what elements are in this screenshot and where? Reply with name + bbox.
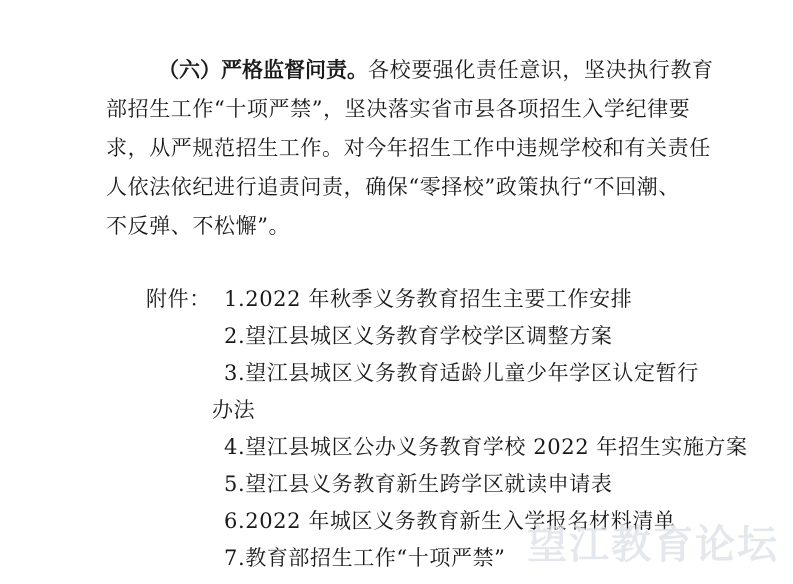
attachment-item-5: 5.望江县义务教育新生跨学区就读申请表: [224, 472, 613, 496]
attachment-item-4: 4.望江县城区公办义务教育学校 2022 年招生实施方案: [224, 435, 748, 459]
section-line-3: 求，从严规范招生工作。对今年招生工作中违规学校和有关责任: [106, 136, 711, 160]
section-heading: （六）严格监督问责。: [158, 58, 368, 82]
attachment-item-3-continuation: 办法: [212, 398, 256, 422]
attachment-item-7: 7.教育部招生工作“十项严禁”: [224, 546, 506, 570]
forum-watermark: 望江教育论坛: [527, 522, 779, 568]
section-line-4: 人依法依纪进行追责问责，确保“零择校”政策执行“不回潮、: [106, 175, 681, 199]
section-line-5: 不反弹、不松懈”。: [106, 214, 291, 238]
attachment-item-6: 6.2022 年城区义务教育新生入学报名材料清单: [224, 509, 676, 533]
section-line-2: 部招生工作“十项严禁”，坚决落实省市县各项招生入学纪律要: [106, 97, 691, 121]
attachment-item-3: 3.望江县城区义务教育适龄儿童少年学区认定暂行: [224, 361, 699, 385]
attachment-item-2: 2.望江县城区义务教育学校学区调整方案: [224, 324, 613, 348]
attachment-item-1: 1.2022 年秋季义务教育招生主要工作安排: [224, 287, 633, 311]
attachments-label: 附件：: [146, 287, 211, 311]
section-line-1: [158, 57, 714, 83]
section-text: 各校要强化责任意识，坚决执行教育: [368, 58, 714, 82]
